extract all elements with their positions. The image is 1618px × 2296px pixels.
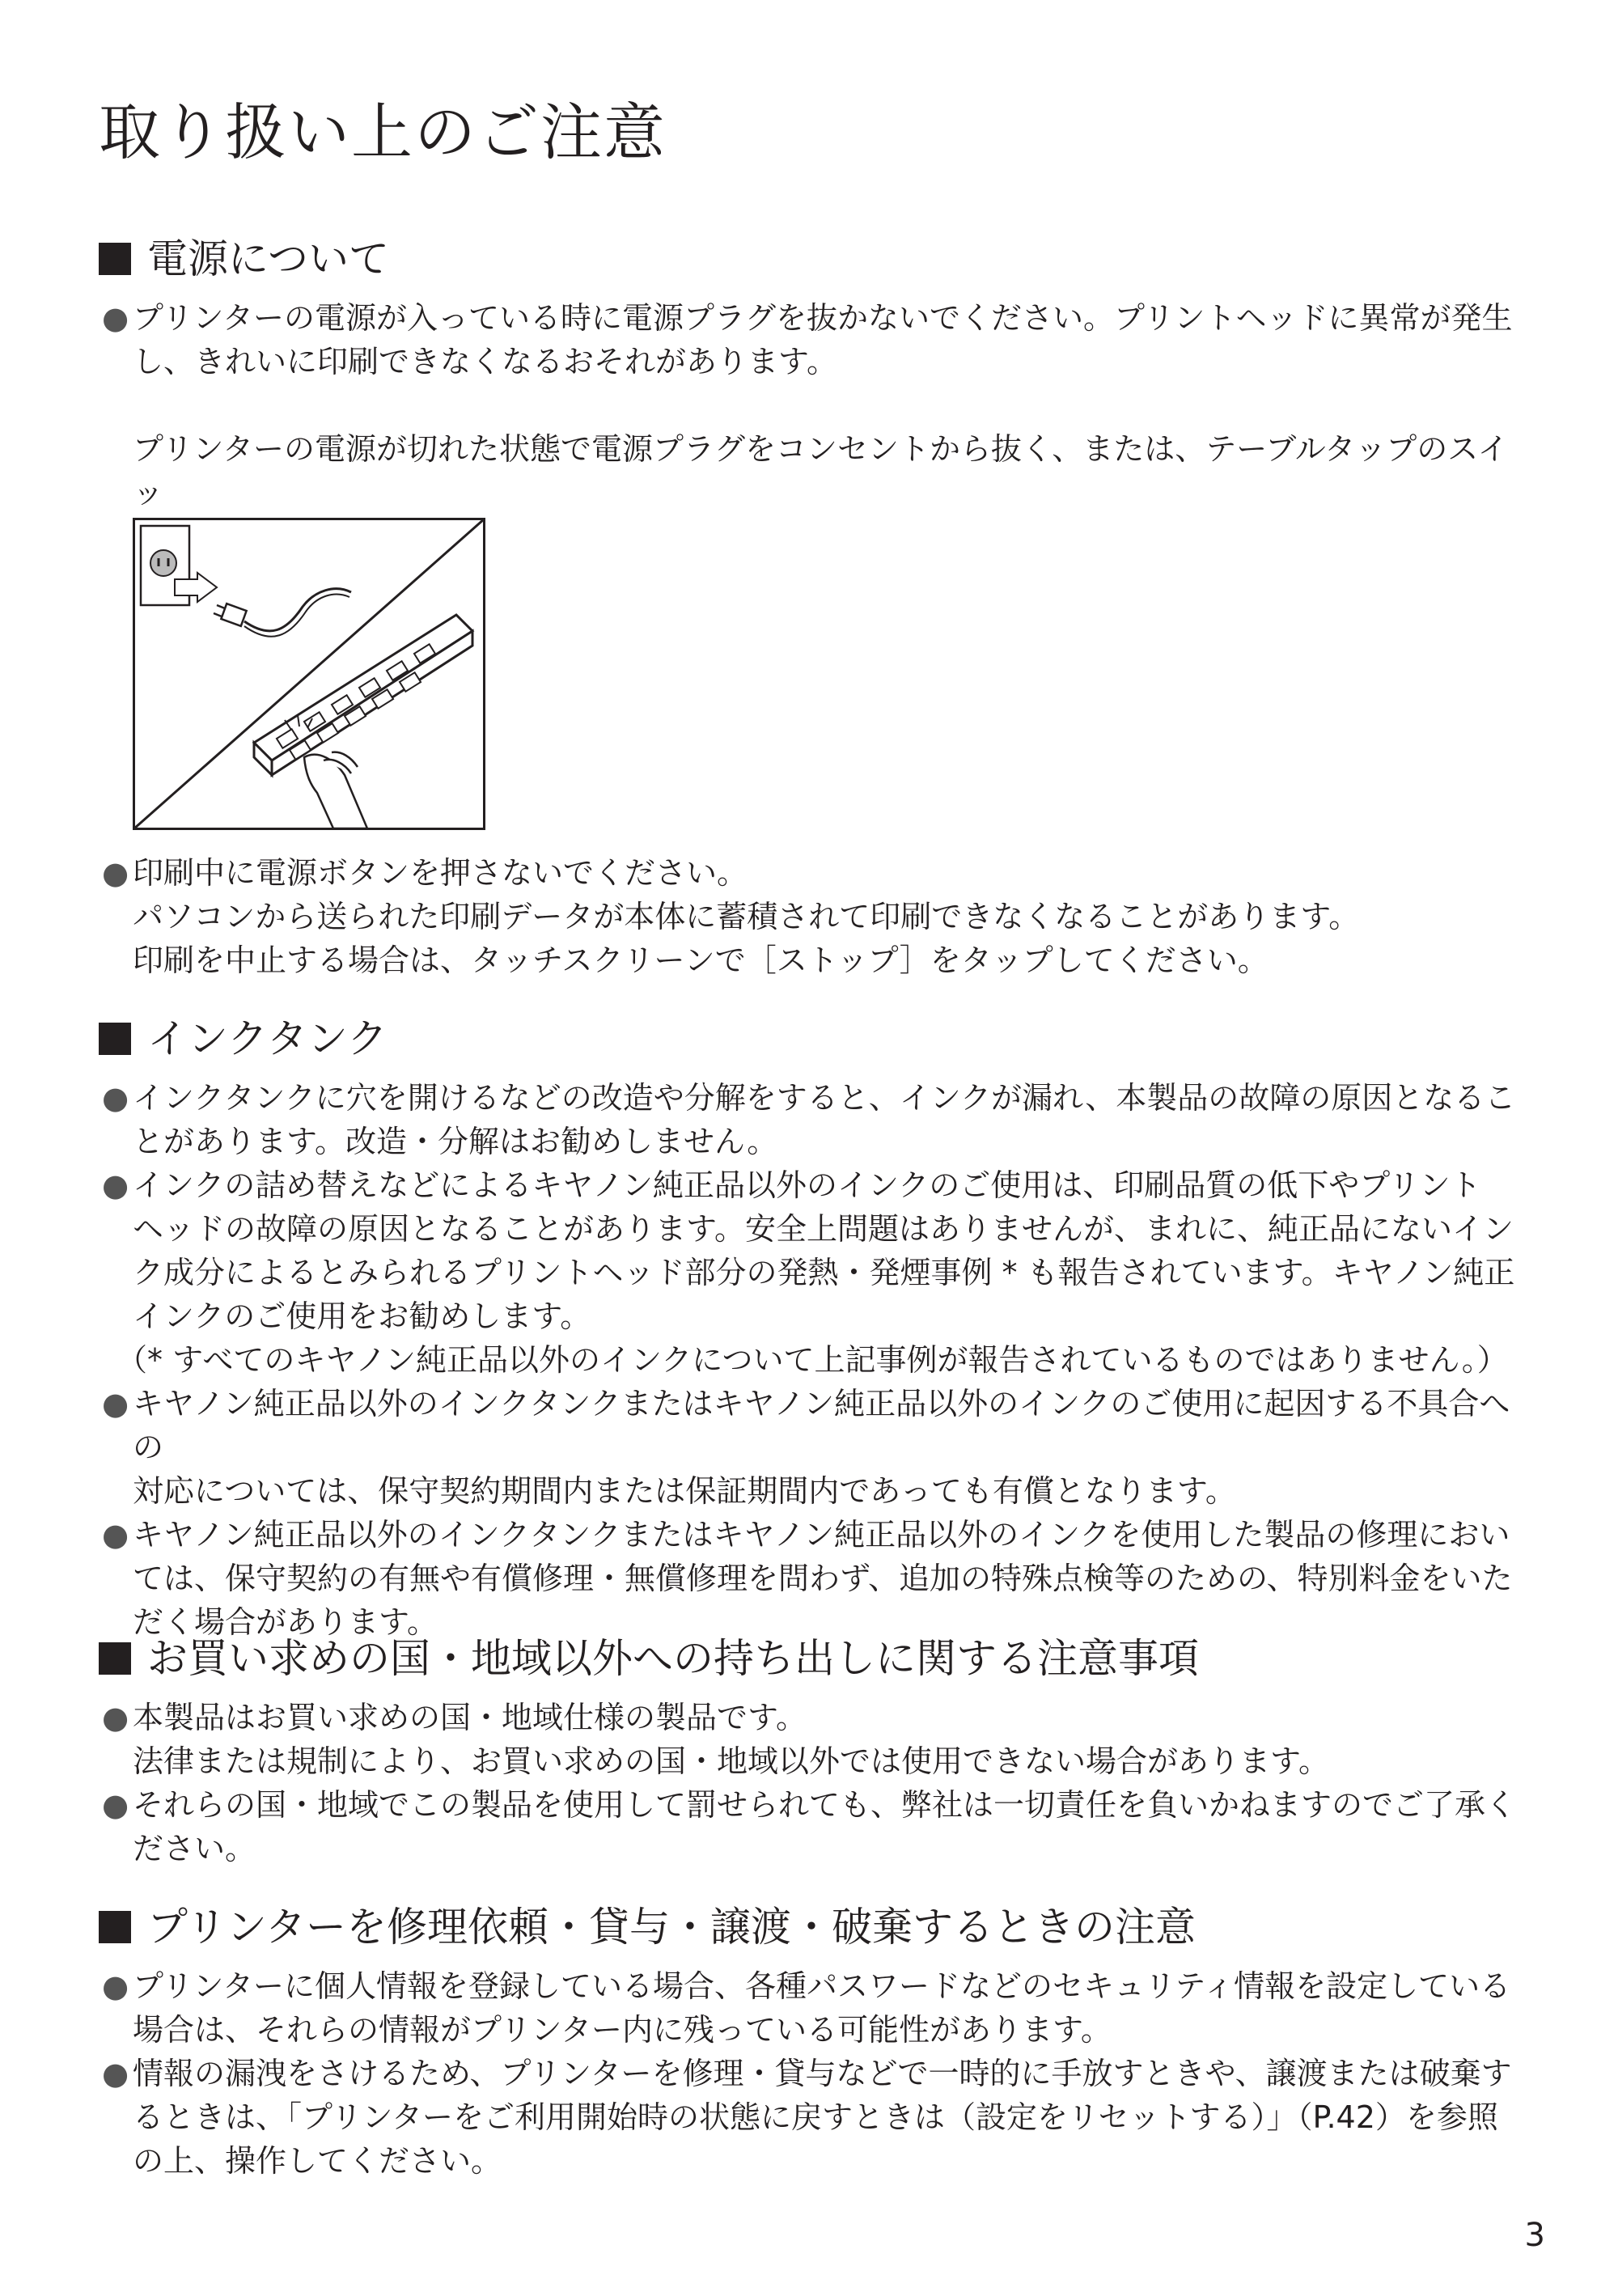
- export-item1-line1: 本製品はお買い求めの国・地域仕様の製品です。: [133, 1700, 807, 1735]
- repair-item1-line2: 場合は、それらの情報がプリンター内に残っている可能性があります。: [133, 2012, 1112, 2048]
- square-bullet-icon: [99, 243, 131, 275]
- ink-item4-line1: キヤノン純正品以外のインクタンクまたはキヤノン純正品以外のインクを使用した製品の修理におい: [133, 1517, 1510, 1553]
- bullet-icon: ●: [102, 855, 129, 891]
- section-heading-power-text: 電源について: [147, 235, 389, 282]
- export-item-region-spec: [102, 1696, 1534, 1783]
- square-bullet-icon: [99, 1911, 131, 1943]
- ink-item3-line1: キヤノン純正品以外のインクタンクまたはキヤノン純正品以外のインクのご使用に起因する不具合への: [133, 1386, 1510, 1465]
- ink-item-no-modify: [102, 1076, 1534, 1163]
- bullet-icon: ●: [102, 1167, 129, 1203]
- bullet-icon: ●: [102, 1386, 129, 1421]
- power-item1-line3: プリンターの電源が切れた状態で電源プラグをコンセントから抜く、または、テーブルタップのスイッ: [133, 431, 1509, 510]
- bullet-icon: ●: [102, 2056, 129, 2091]
- ink-item2-line1: インクの詰め替えなどによるキヤノン純正品以外のインクのご使用は、印刷品質の低下やプリント: [133, 1167, 1481, 1203]
- section-heading-power: [99, 235, 389, 283]
- square-bullet-icon: [99, 1642, 131, 1675]
- bullet-icon: ●: [102, 1787, 129, 1823]
- ink-item2-line4: インクのご使用をお勧めします。: [133, 1298, 591, 1334]
- power-item1-line2: し、きれいに印刷できなくなるおそれがあります。: [133, 344, 837, 379]
- ink-item3-line2: 対応については、保守契約期間内または保証期間内であっても有償となります。: [133, 1473, 1236, 1509]
- repair-item2-line1: 情報の漏洩をさけるため、プリンターを修理・貸与などで一時的に手放すときや、譲渡または破棄す: [133, 2056, 1512, 2091]
- section-heading-export: [99, 1634, 1199, 1683]
- ink-item2-line2: ヘッドの故障の原因となることがあります。安全上問題はありませんが、まれに、純正品にないイン: [133, 1211, 1514, 1247]
- ink-body: [102, 1076, 1534, 1644]
- section-heading-repair-text: プリンターを修理依頼・貸与・譲渡・破棄するときの注意: [147, 1904, 1196, 1951]
- square-bullet-icon: [99, 1023, 131, 1055]
- power-item1-line1: プリンターの電源が入っている時に電源プラグを抜かないでください。プリントヘッドに異常が発生: [133, 300, 1513, 336]
- bullet-icon: ●: [102, 1700, 129, 1735]
- repair-item-reset-settings: [102, 2052, 1534, 2183]
- ink-item1-line1: インクタンクに穴を開けるなどの改造や分解をすると、インクが漏れ、本製品の故障の原因となるこ: [133, 1080, 1516, 1116]
- repair-item2-line2: るときは、「プリンターをご利用開始時の状態に戻すときは（設定をリセットする）」（P.42）を参照: [133, 2099, 1498, 2135]
- power-item2-line2: パソコンから送られた印刷データが本体に蓄積されて印刷できなくなることがあります。: [133, 899, 1360, 934]
- export-body: [102, 1696, 1534, 1870]
- power-item2-line1: 印刷中に電源ボタンを押さないでください。: [133, 855, 748, 891]
- ink-item-paid-support: [102, 1382, 1534, 1513]
- ink-item4-line2: ては、保守契約の有無や有償修理・無償修理を問わず、追加の特殊点検等のための、特別料金をいた: [133, 1561, 1513, 1596]
- power-body-2: [102, 851, 1534, 982]
- power-item2-line3: 印刷を中止する場合は、タッチスクリーンで［ストップ］をタップしてください。: [133, 943, 1269, 978]
- page-number: 3: [1524, 2217, 1545, 2254]
- repair-item1-line1: プリンターに個人情報を登録している場合、各種パスワードなどのセキュリティ情報を設定している: [133, 1968, 1511, 2004]
- section-heading-export-text: お買い求めの国・地域以外への持ち出しに関する注意事項: [147, 1635, 1199, 1682]
- repair-body: [102, 1964, 1534, 2183]
- page-title: 取り扱い上のご注意: [99, 96, 667, 168]
- bullet-icon: ●: [102, 1080, 129, 1116]
- bullet-icon: ●: [102, 1968, 129, 2004]
- export-item1-line2: 法律または規制により、お買い求めの国・地域以外では使用できない場合があります。: [133, 1743, 1329, 1779]
- section-heading-ink-text: インクタンク: [147, 1015, 388, 1062]
- repair-item-personal-info: [102, 1964, 1534, 2052]
- section-heading-ink: [99, 1015, 388, 1063]
- ink-item1-line2: とがあります。改造・分解はお勧めしません。: [133, 1124, 778, 1159]
- export-item2-line2: ださい。: [133, 1831, 256, 1866]
- ink-item2-line5: （* すべてのキヤノン純正品以外のインクについて上記事例が報告されているものではありません。）: [116, 1342, 1508, 1378]
- section-heading-repair: [99, 1903, 1196, 1951]
- repair-item2-line3: の上、操作してください。: [133, 2143, 502, 2179]
- bullet-icon: ●: [102, 1517, 129, 1553]
- unplug-power-strip-illustration: [133, 518, 485, 830]
- power-item-no-press-during-print: [102, 851, 1534, 982]
- export-item2-line1: それらの国・地域でこの製品を使用して罰せられても、弊社は一切責任を負いかねますのでご了承く: [133, 1787, 1517, 1823]
- ink-item-genuine-ink: [102, 1163, 1534, 1382]
- ink-item-special-fee: [102, 1513, 1534, 1644]
- ink-item2-line3: ク成分によるとみられるプリントヘッド部分の発熱・発煙事例 * も報告されています。キヤノン純正: [133, 1255, 1515, 1290]
- export-item-no-liability: [102, 1783, 1534, 1870]
- bullet-icon: ●: [102, 300, 129, 336]
- ink-item4-line3: だく場合があります。: [133, 1604, 438, 1640]
